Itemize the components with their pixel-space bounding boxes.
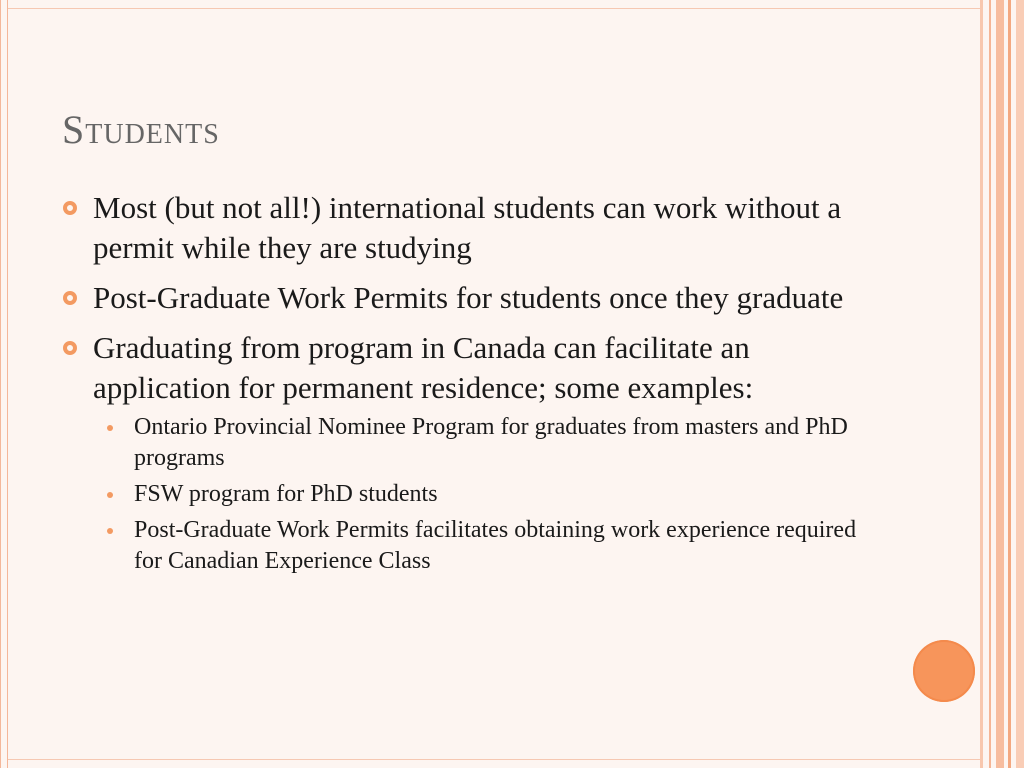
stripe (1008, 0, 1011, 768)
bullet-item (60, 188, 890, 268)
sub-bullet-item (60, 412, 890, 474)
sub-bullet-item (60, 515, 890, 577)
bullet-text: Graduating from program in Canada can facilitate an application for permanent residence; some examples: (93, 330, 754, 405)
sub-bullet-text: FSW program for PhD students (134, 481, 438, 507)
ring-bullet-icon (63, 291, 77, 305)
bullet-text: Post-Graduate Work Permits for students once they graduate (93, 280, 844, 315)
bullet-item (60, 328, 890, 577)
bullet-list (60, 188, 890, 587)
dot-bullet-icon (107, 425, 113, 431)
sub-bullet-list (93, 412, 890, 577)
slide-title: Students (62, 107, 220, 152)
bottom-border-line (8, 759, 980, 760)
stripe (996, 0, 1004, 768)
orange-circle-decoration (913, 640, 975, 702)
ring-bullet-icon (63, 341, 77, 355)
dot-bullet-icon (107, 528, 113, 534)
bullet-item (60, 278, 890, 318)
sub-bullet-text: Ontario Provincial Nominee Program for graduates from masters and PhD programs (134, 414, 848, 471)
ring-bullet-icon (63, 201, 77, 215)
stripe (989, 0, 991, 768)
sub-bullet-text: Post-Graduate Work Permits facilitates obtaining work experience required for Canadian Experience Class (134, 517, 857, 574)
sub-bullet-item (60, 479, 890, 510)
stripe (980, 0, 983, 768)
dot-bullet-icon (107, 492, 113, 498)
top-border-line (8, 8, 980, 9)
right-stripe-decoration (980, 0, 1024, 768)
left-border-decoration (0, 0, 8, 768)
bullet-text: Most (but not all!) international students can work without a permit while they are studying (93, 190, 842, 265)
stripe (1016, 0, 1024, 768)
